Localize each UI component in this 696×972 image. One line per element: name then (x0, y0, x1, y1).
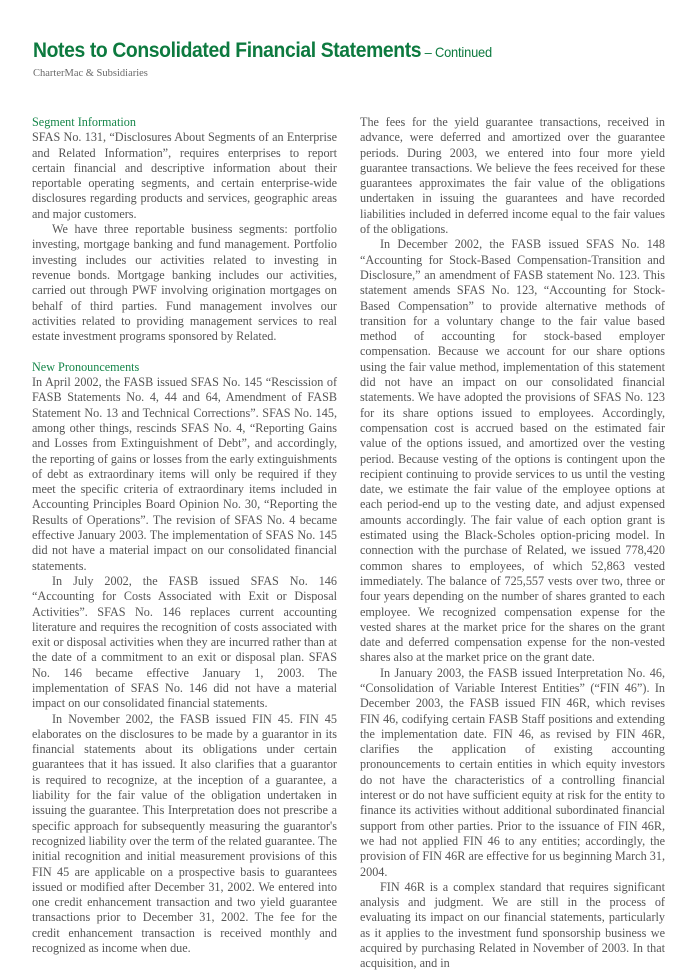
title-main: Notes to Consolidated Financial Statements (33, 39, 422, 62)
left-column (32, 115, 337, 956)
section-heading-segment-information: Segment Information (32, 115, 136, 129)
paragraph: The fees for the yield guarantee transactions, received in advance, were deferred and amortized over the guarantee periods. During 2003, we entered into four more yield guarantee transactions. We believe the fees received for these guarantees approximates the fair value of the obligations undertaken in issuing the guarantees and have recorded liabilities included in deferred income equal to the fair values of the obligations. (360, 115, 665, 237)
section-heading-new-pronouncements: New Pronouncements (32, 359, 140, 374)
paragraph: In July 2002, the FASB issued SFAS No. 146 “Accounting for Costs Associated with Exit or Disposal Activities”. SFAS No. 146 replaces current accounting literature and requires the recognition of costs associated with exit or disposal activities when they are incurred rather than at the date of a commitment to an exit or disposal plan. SFAS No. 146 became effective January 1, 2003. The implementation of SFAS No. 146 did not have a material impact on our consolidated financial statements. (32, 573, 337, 711)
company-subtitle: CharterMac & Subsidiaries (33, 68, 148, 79)
paragraph: In January 2003, the FASB issued Interpretation No. 46, “Consolidation of Variable Interest Entities” (“FIN 46”). In December 2003, the FASB issued FIN 46R, which revises FIN 46, codifying certain FASB Staff positions and extending the implementation date. FIN 46, as revised by FIN 46R, clarifies the application of existing accounting pronouncements to certain entities in which equity investors do not have the characteristics of a controlling financial interest or do not have sufficient equity at risk for the entity to finance its activities without additional subordinated financial support from other parties. Prior to the issuance of FIN 46R, we had not applied FIN 46 to any entities; accordingly, the provision of FIN 46R are effective for us beginning March 31, 2004. (360, 665, 665, 879)
section-spacer (32, 344, 337, 359)
page-title (33, 38, 492, 65)
paragraph: FIN 46R is a complex standard that requires significant analysis and judgment. We are still in the process of evaluating its impact on our financial statements, particularly as it applies to the investment fund sponsorship business we acquired by purchasing Related in November of 2003. In that acquisition, and in (360, 879, 665, 971)
paragraph: SFAS No. 131, “Disclosures About Segments of an Enterprise and Related Information”, requires enterprises to report certain financial and descriptive information about their reportable operating segments, and certain enterprise-wide disclosures regarding products and services, geographic areas and major customers. (32, 130, 337, 221)
paragraph: In April 2002, the FASB issued SFAS No. 145 “Rescission of FASB Statements No. 4, 44 and 64, Amendment of FASB Statement No. 13 and Technical Corrections”. SFAS No. 145, among other things, rescinds SFAS No. 4, “Reporting Gains and Losses from Extinguishment of Debt”, and accordingly, the reporting of gains or losses from the early extinguishments of debt as extraordinary items will only be required if they meet the specific criteria of extraordinary items included in Accounting Principles Board Opinion No. 30, “Reporting the Results of Operations”. The revision of SFAS No. 4 became effective January 2003. The implementation of SFAS No. 145 did not have a material impact on our consolidated financial statements. (32, 375, 337, 573)
right-column (360, 115, 665, 972)
paragraph: We have three reportable business segments: portfolio investing, mortgage banking and fund management. Portfolio investing includes our activities related to investing in revenue bonds. Mortgage banking includes our activities, carried out through PWF involving origination mortgages on behalf of third parties. Fund management involves our activities related to providing management services to real estate investment programs sponsored by Related. (32, 222, 337, 344)
page-header (33, 38, 532, 79)
title-suffix: – Continued (421, 44, 493, 60)
paragraph: In December 2002, the FASB issued SFAS No. 148 “Accounting for Stock-Based Compensation-Transition and Disclosure,” an amendment of FASB statement No. 123. This statement amends SFAS No. 123, “Accounting for Stock-Based Compensation” to provide alternative methods of transition for a voluntary change to the fair value based method of accounting for stock-based employer compensation. Because we account for our share options using the fair value method, implementation of this statement did not have an impact on our consolidated financial statements. We have adopted the provisions of SFAS No. 123 for its share options issued to employees. Accordingly, compensation cost is accrued based on the estimated fair value of the options issued, and amortized over the vesting period. Because vesting of the options is contingent upon the recipient continuing to provide services to us until the vesting date, we estimate the fair value of the employee options at each period-end up to the vesting date, and adjust expensed amounts accordingly. The fair value of each option grant is estimated using the Black-Scholes option-pricing model. In connection with the purchase of Related, we issued 778,420 common shares to employees, of which 52,863 vested immediately. The balance of 725,557 vests over two, three or four years depending on the number of shares granted to each employee. We recognized compensation expense for the vested shares at the market price for the shares on the grant date and deferred compensation expense for the non-vested shares also at the market price on the grant date. (360, 237, 665, 665)
paragraph: In November 2002, the FASB issued FIN 45. FIN 45 elaborates on the disclosures to be made by a guarantor in its financial statements about its obligations under certain guarantees that it has issued. It also clarifies that a guarantor is required to recognize, at the inception of a guarantee, a liability for the fair value of the obligation undertaken in issuing the guarantee. This Interpretation does not prescribe a specific approach for subsequently measuring the guarantor's recognized liability over the term of the related guarantee. The initial recognition and initial measurement provisions of this FIN 45 are applicable on a prospective basis to guarantees issued or modified after December 31, 2002. We entered into one credit enhancement transaction and two yield guarantee transactions prior to December 31, 2002. The fee for the credit enhancement transaction is received monthly and recognized as income when due. (32, 711, 338, 956)
